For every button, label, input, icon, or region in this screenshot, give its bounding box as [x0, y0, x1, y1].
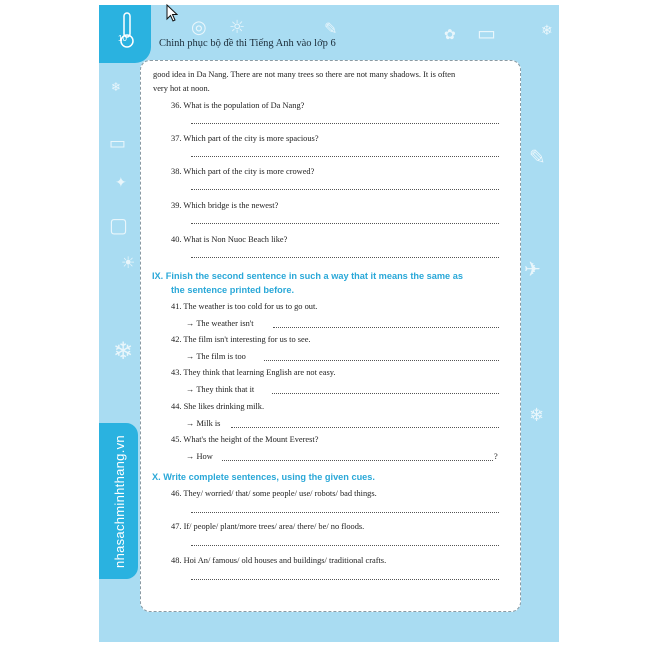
pencil-icon: ✎	[324, 19, 338, 38]
question-45: 45. What's the height of the Mount Everest?	[171, 435, 319, 444]
globe-icon: ◎	[191, 17, 207, 38]
question-48: 48. Hoi An/ famous/ old houses and buildings/ traditional crafts.	[171, 556, 387, 565]
butterfly-icon: ✿	[444, 27, 456, 43]
question-37: 37. Which part of the city is more spacious?	[171, 134, 319, 143]
page-header-title: Chinh phục bộ đề thi Tiếng Anh vào lớp 6	[159, 38, 336, 49]
cursor-arrow-icon	[166, 4, 178, 22]
section-ix-heading-line-1: IX. Finish the second sentence in such a way that it means the same as	[152, 271, 463, 281]
page-number-tab	[99, 5, 151, 63]
answer-line	[191, 217, 499, 224]
sparkle-icon: ✦	[115, 175, 127, 191]
question-44: 44. She likes drinking milk.	[171, 402, 265, 411]
snowflake-icon: ❄	[113, 337, 134, 365]
snowflake-icon: ❄	[541, 23, 553, 39]
answer-line	[264, 354, 499, 361]
question-36: 36. What is the population of Da Nang?	[171, 101, 305, 110]
answer-line	[273, 321, 499, 328]
thermometer-icon	[115, 11, 139, 49]
answer-end-45: ?	[494, 452, 498, 461]
answer-line	[191, 251, 499, 258]
paper-plane-icon: ✈	[524, 257, 541, 281]
snowflake-icon: ❄	[111, 80, 122, 94]
lightbulb-icon: ☼	[229, 17, 246, 38]
answer-prompt-44: → Milk is	[186, 419, 221, 428]
answer-line	[191, 183, 499, 190]
side-website-text: nhasachminhthang.vn	[111, 434, 127, 568]
answer-line	[191, 150, 499, 157]
section-x-heading: X. Write complete sentences, using the given cues.	[152, 472, 375, 482]
briefcase-icon: ▭	[477, 21, 496, 45]
question-39: 39. Which bridge is the newest?	[171, 201, 279, 210]
pencil-icon: ✎	[529, 145, 546, 169]
answer-line	[191, 573, 499, 580]
answer-line	[272, 387, 499, 394]
question-43: 43. They think that learning English are not easy.	[171, 368, 336, 377]
question-41: 41. The weather is too cold for us to go out.	[171, 302, 318, 311]
question-38: 38. Which part of the city is more crowed?	[171, 167, 315, 176]
page-number: 10	[118, 34, 127, 43]
question-47: 47. If/ people/ plant/more trees/ area/ there/ be/ no floods.	[171, 522, 365, 531]
speech-bubble-icon: ▢	[109, 213, 128, 237]
passage-line-2: very hot at noon.	[153, 84, 210, 93]
question-40: 40. What is Non Nuoc Beach like?	[171, 235, 288, 244]
answer-prompt-45: → How	[186, 452, 213, 461]
question-42: 42. The film isn't interesting for us to see.	[171, 335, 311, 344]
snowflake-icon: ❄	[529, 405, 545, 426]
answer-prompt-43: → They think that it	[186, 385, 255, 394]
section-ix-heading-line-2: the sentence printed before.	[171, 285, 295, 295]
briefcase-icon: ▭	[109, 133, 127, 154]
answer-line	[231, 421, 499, 428]
passage-line-1: good idea in Da Nang. There are not many trees so there are not many shadows. It is often	[153, 70, 456, 79]
lightbulb-icon: ☀	[121, 253, 136, 272]
answer-line	[191, 117, 499, 124]
answer-line	[222, 454, 493, 461]
question-46: 46. They/ worried/ that/ some people/ use/ robots/ bad things.	[171, 489, 377, 498]
answer-prompt-41: → The weather isn't	[186, 319, 254, 328]
answer-line	[191, 539, 499, 546]
answer-line	[191, 506, 499, 513]
answer-prompt-42: → The film is too	[186, 352, 246, 361]
